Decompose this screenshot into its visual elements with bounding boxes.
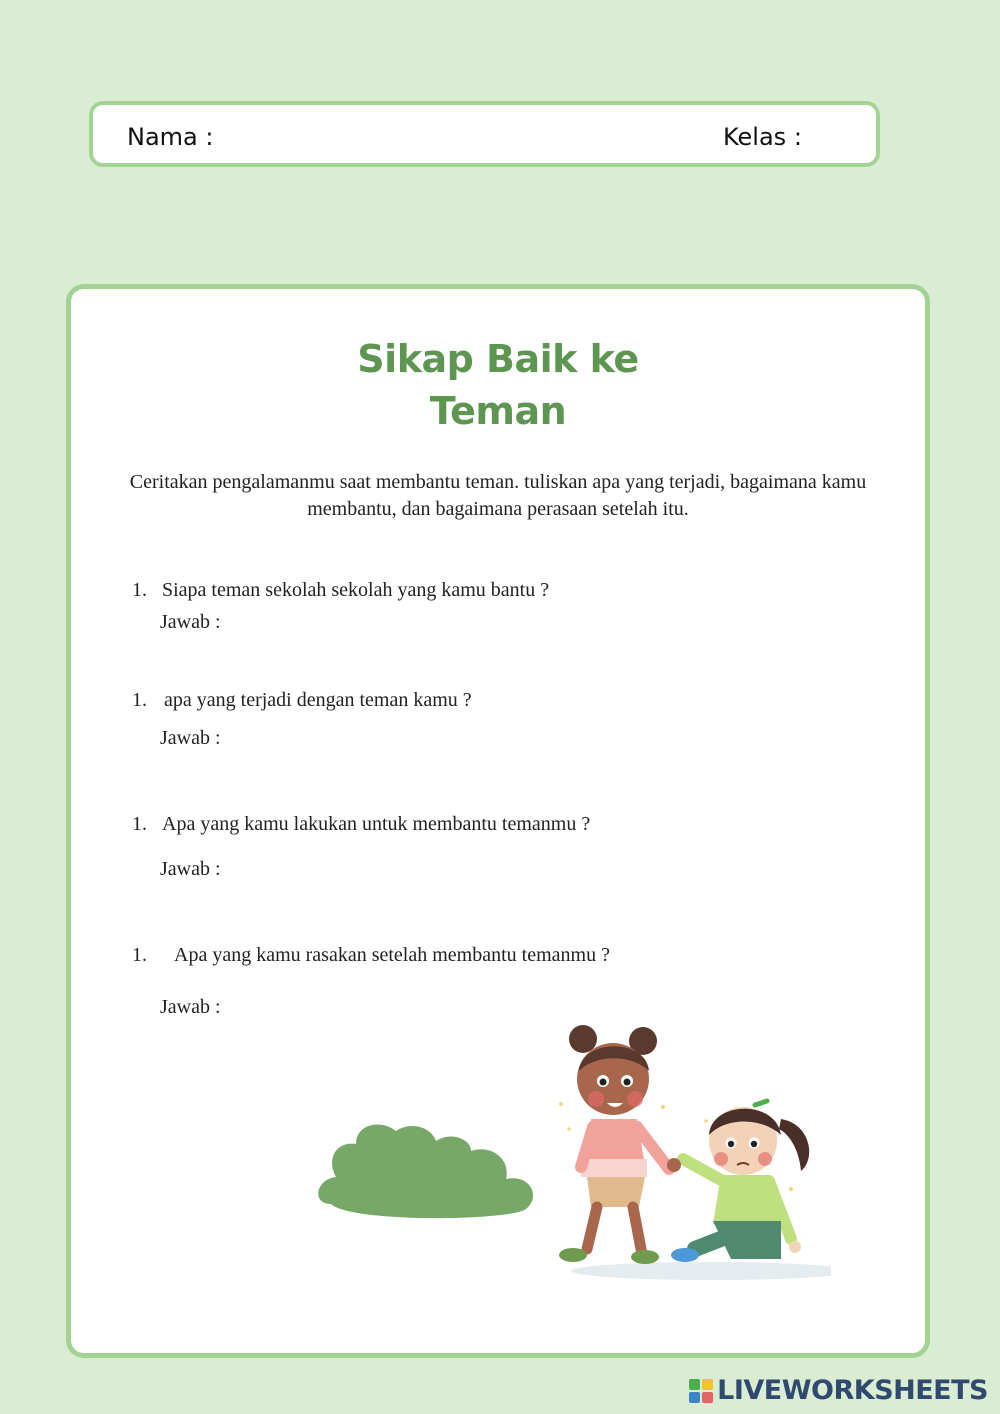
- liveworksheets-logo-icon: [689, 1379, 713, 1403]
- answer-label-1: Jawab :: [160, 611, 221, 633]
- worksheet-title: [71, 333, 925, 437]
- question-1: [132, 579, 549, 602]
- question-number: 1.: [132, 579, 147, 601]
- answer-label-4: Jawab :: [160, 996, 221, 1018]
- instruction-text: Ceritakan pengalamanmu saat membantu teman. tuliskan apa yang terjadi, bagaimana kamu membantu, dan bagaimana perasaan setelah itu.: [129, 471, 867, 520]
- answer-label-3: Jawab :: [160, 858, 221, 880]
- children-helping-illustration: [311, 1009, 831, 1289]
- standing-girl-figure: [559, 1025, 669, 1264]
- kelas-label: Kelas :: [723, 123, 802, 151]
- question-number: 1.: [132, 689, 147, 711]
- question-text: Siapa teman sekolah sekolah yang kamu bantu ?: [162, 579, 550, 601]
- question-text: Apa yang kamu lakukan untuk membantu temanmu ?: [162, 813, 591, 835]
- title-line-2: Teman: [429, 389, 567, 433]
- ground-shadow: [571, 1262, 831, 1280]
- question-text: apa yang terjadi dengan teman kamu ?: [164, 689, 472, 711]
- question-number: 1.: [132, 944, 147, 966]
- bush-illustration: [318, 1125, 533, 1219]
- question-4: [132, 944, 610, 967]
- sitting-girl-figure: [671, 1101, 809, 1262]
- question-3: [132, 813, 590, 836]
- joined-hands: [667, 1158, 681, 1172]
- question-2: [132, 689, 472, 712]
- student-info-box: [89, 101, 880, 167]
- nama-label: Nama :: [127, 123, 214, 151]
- worksheet-card: [66, 284, 930, 1358]
- question-text: Apa yang kamu rasakan setelah membantu temanmu ?: [174, 944, 610, 966]
- title-line-1: Sikap Baik ke: [357, 337, 639, 381]
- liveworksheets-wordmark: LIVEWORKSHEETS: [717, 1375, 988, 1406]
- question-number: 1.: [132, 813, 147, 835]
- liveworksheets-logo: [689, 1375, 988, 1406]
- answer-label-2: Jawab :: [160, 727, 221, 749]
